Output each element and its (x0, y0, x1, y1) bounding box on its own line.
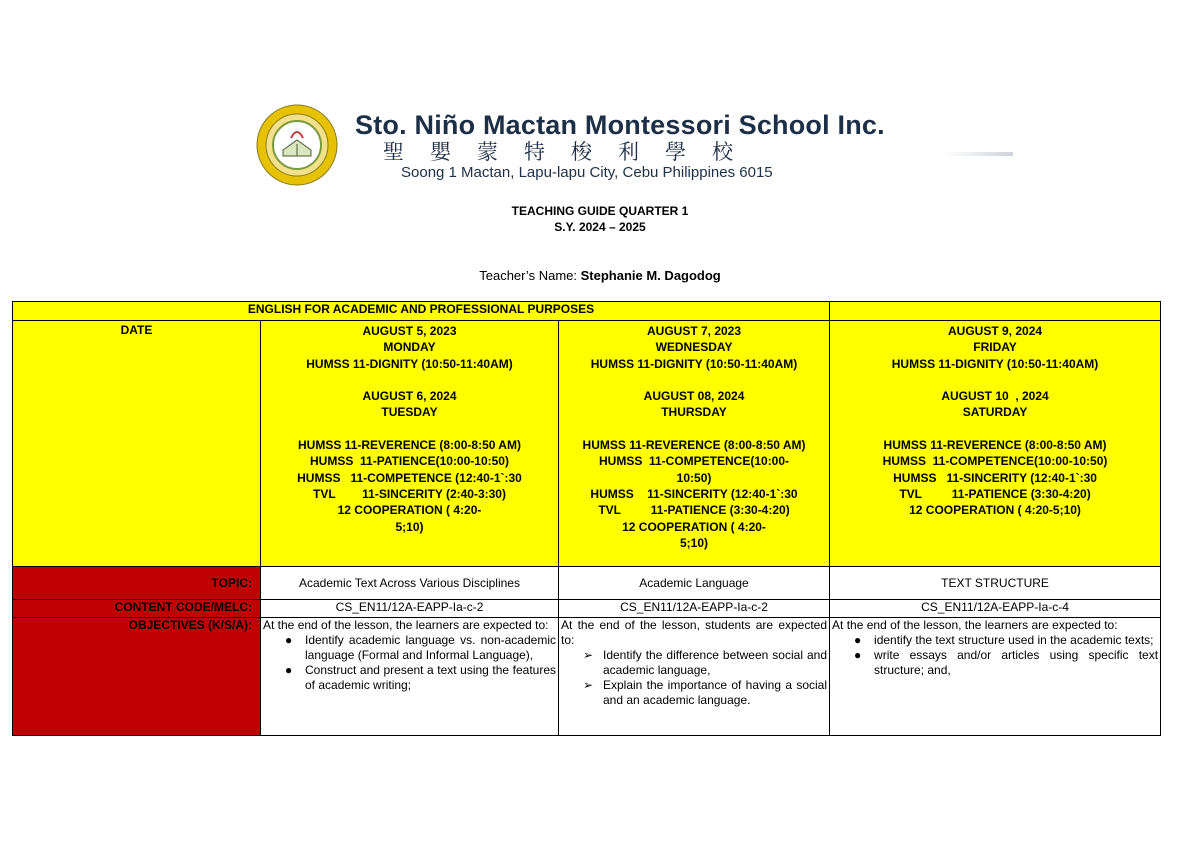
date-line (832, 421, 1158, 437)
objectives-cell-3 (830, 618, 1161, 736)
date-line: HUMSS 11-REVERENCE (8:00-8:50 AM) (582, 438, 806, 453)
school-address: Soong 1 Mactan, Lapu-lapu City, Cebu Philippines 6015 (401, 164, 773, 181)
school-name: Sto. Niño Mactan Montessori School Inc. (355, 110, 885, 140)
objectives-list (263, 633, 556, 693)
date-line: 12 COOPERATION ( 4:20-5;10) (909, 503, 1081, 518)
date-cell-1 (261, 321, 559, 567)
date-line (263, 372, 556, 388)
date-line: SATURDAY (962, 405, 1028, 420)
date-line: TVL 11-PATIENCE (3:30-4:20) (899, 486, 1091, 501)
date-line: 5;10) (395, 519, 424, 534)
date-line: THURSDAY (661, 405, 727, 420)
objectives-intro: At the end of the lesson, the learners are expected to: (832, 618, 1118, 632)
objective-text: Identify the difference between social and academic language, (603, 648, 828, 677)
date-line: TVL 11-PATIENCE (3:30-4:20) (598, 503, 790, 518)
dot-bullet-icon: ● (854, 648, 862, 662)
date-line: HUMSS 11-PATIENCE(10:00-10:50) (310, 454, 509, 469)
school-year: S.Y. 2024 – 2025 (554, 220, 646, 234)
objective-item (832, 648, 1158, 678)
date-line: HUMSS 11-COMPETENCE(10:00-10:50) (882, 454, 1108, 469)
date-line: HUMSS 11-DIGNITY (10:50-11:40AM) (306, 356, 513, 371)
objectives-list (832, 633, 1158, 678)
dot-bullet-icon: ● (854, 633, 862, 647)
date-line: HUMSS 11-SINCERITY (12:40-1`:30 (893, 470, 1097, 485)
date-line (263, 421, 556, 437)
dot-bullet-icon: ● (285, 663, 293, 677)
date-line: WEDNESDAY (655, 340, 733, 355)
date-label: DATE (13, 321, 261, 567)
date-line: HUMSS 11-COMPETENCE(10:00- (598, 454, 790, 469)
date-line: HUMSS 11-COMPETENCE (12:40-1`:30 (297, 470, 522, 485)
date-line: AUGUST 7, 2023 (646, 324, 742, 338)
objectives-label: OBJECTIVES (K/S/A): (13, 618, 261, 736)
content-code-3: CS_EN11/12A-EAPP-Ia-c-4 (830, 600, 1161, 618)
objective-text: Explain the importance of having a social and an academic language. (603, 678, 828, 707)
topic-2: Academic Language (559, 567, 830, 600)
date-line (561, 372, 827, 388)
dot-bullet-icon: ● (285, 633, 293, 647)
date-line: AUGUST 5, 2023 (362, 324, 457, 338)
objective-item (561, 678, 827, 708)
header-rule (943, 152, 1013, 156)
date-line (561, 421, 827, 437)
objective-item (263, 663, 556, 693)
subject-title: ENGLISH FOR ACADEMIC AND PROFESSIONAL PURPOSES (13, 302, 830, 321)
date-line: 12 COOPERATION ( 4:20- (337, 503, 482, 518)
date-line: TVL 11-SINCERITY (2:40-3:30) (313, 486, 506, 501)
date-line: 12 COOPERATION ( 4:20- (622, 519, 766, 534)
teacher-label: Teacher’s Name: (479, 268, 581, 283)
date-line: MONDAY (383, 340, 436, 355)
date-line: HUMSS 11-DIGNITY (10:50-11:40AM) (590, 356, 798, 371)
date-line: AUGUST 10 , 2024 (941, 389, 1049, 404)
arrow-bullet-icon: ➢ (583, 648, 594, 662)
content-code-1: CS_EN11/12A-EAPP-Ia-c-2 (261, 600, 559, 618)
objectives-intro: At the end of the lesson, the learners are expected to: (263, 618, 549, 632)
objective-item (263, 633, 556, 663)
school-header (253, 104, 1013, 192)
date-line: HUMSS 11-DIGNITY (10:50-11:40AM) (891, 356, 1099, 371)
teacher-line (0, 268, 1200, 283)
subject-title-blank (830, 302, 1161, 321)
date-cell-3 (830, 321, 1161, 567)
date-line: AUGUST 9, 2024 (948, 324, 1043, 338)
date-line: 5;10) (680, 535, 709, 550)
objective-text: Identify academic language vs. non-academic language (Formal and Informal Language), (305, 633, 556, 662)
date-line: 10:50) (676, 470, 712, 485)
date-line: TUESDAY (381, 405, 438, 420)
date-line: FRIDAY (973, 340, 1017, 355)
content-code-label: CONTENT CODE/MELC: (13, 600, 261, 618)
date-line (832, 372, 1158, 388)
objective-text: Construct and present a text using the features of academic writing; (305, 663, 556, 692)
topic-1: Academic Text Across Various Disciplines (261, 567, 559, 600)
objective-item (561, 648, 827, 678)
objectives-list (561, 648, 827, 708)
date-line: AUGUST 08, 2024 (643, 389, 745, 404)
arrow-bullet-icon: ➢ (583, 678, 594, 692)
topic-label: TOPIC: (13, 567, 261, 600)
date-line: AUGUST 6, 2024 (362, 389, 457, 404)
content-code-2: CS_EN11/12A-EAPP-Ia-c-2 (559, 600, 830, 618)
school-chinese-name: 聖嬰蒙特梭利學校 (383, 140, 759, 164)
school-seal-logo (253, 104, 341, 186)
date-line: HUMSS 11-REVERENCE (8:00-8:50 AM) (883, 438, 1107, 453)
date-line: HUMSS 11-REVERENCE (8:00-8:50 AM) (298, 438, 521, 453)
objectives-cell-2 (559, 618, 830, 736)
objective-text: identify the text structure used in the academic texts; (874, 633, 1154, 647)
objective-text: write essays and/or articles using specific text structure; and, (874, 648, 1159, 677)
teacher-name: Stephanie M. Dagodog (580, 268, 721, 283)
teaching-guide-table (12, 301, 1161, 736)
objectives-cell-1 (261, 618, 559, 736)
objective-item (832, 633, 1158, 648)
date-cell-2 (559, 321, 830, 567)
topic-3: TEXT STRUCTURE (830, 567, 1161, 600)
date-line: HUMSS 11-SINCERITY (12:40-1`:30 (590, 486, 798, 501)
objectives-intro: At the end of the lesson, students are expected to: (561, 618, 828, 647)
guide-title: TEACHING GUIDE QUARTER 1 (511, 204, 689, 218)
